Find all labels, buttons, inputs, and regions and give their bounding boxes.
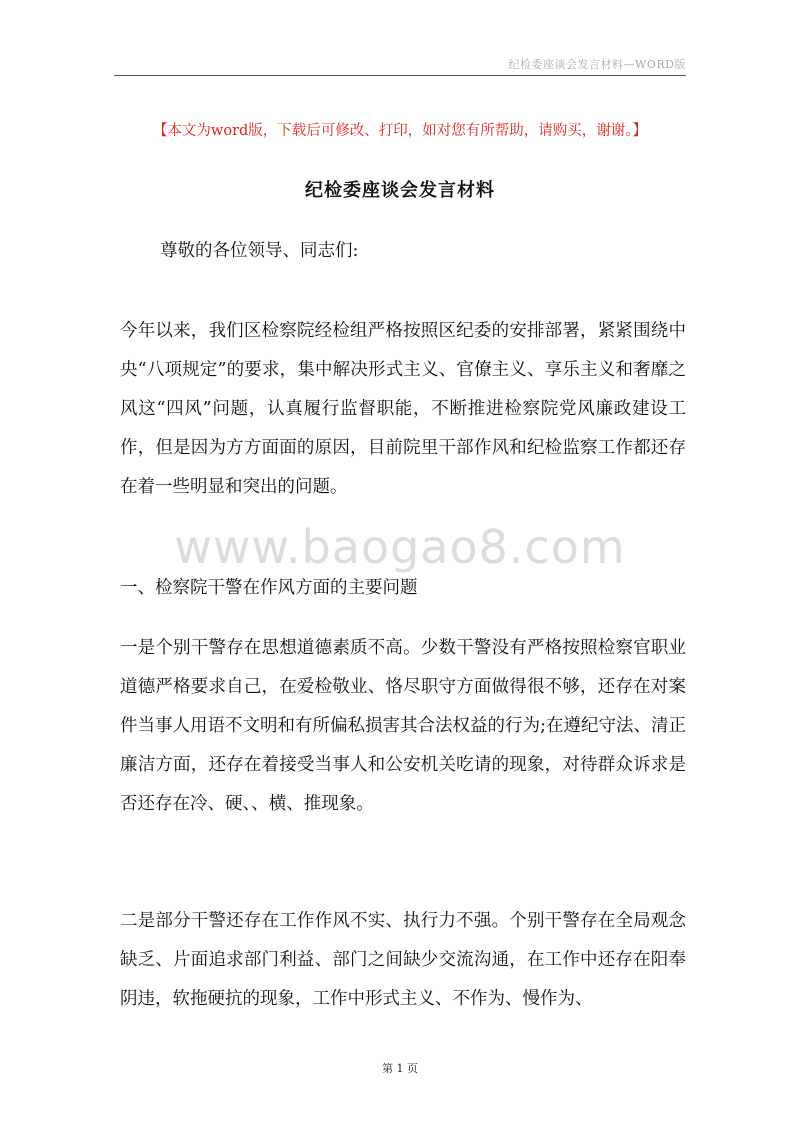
- header-divider: [114, 75, 686, 76]
- section-heading-1: 一、检察院干警在作风方面的主要问题: [120, 578, 418, 598]
- running-header: 纪检委座谈会发言材料—WORD版: [508, 58, 686, 71]
- greeting: 尊敬的各位领导、同志们:: [160, 241, 359, 261]
- document-title: 纪检委座谈会发言材料: [305, 180, 495, 201]
- paragraph-problem-2: 二是部分干警还存在工作作风不实、执行力不强。个别干警存在全局观念缺乏、片面追求部门利益、部门之间缺少交流沟通，在工作中还存在阳奉阴违，软拖硬抗的现象，工作中形式主义、不作为、慢作为、: [120, 911, 686, 1009]
- watermark: www.baogao8.com: [174, 520, 626, 574]
- paragraph-problem-1: 一是个别干警存在思想道德素质不高。少数干警没有严格按照检察官职业道德严格要求自己，在爱检敬业、恪尽职守方面做得很不够，还存在对案件当事人用语不文明和有所偏私损害其合法权益的行为;在遵纪守法、清正廉洁方面，还存在着接受当事人和公安机关吃请的现象，对待群众诉求是否还存在冷、硬、、横、推现象。: [120, 638, 686, 814]
- page-number: 第 1 页: [382, 1062, 418, 1075]
- download-notice: 【本文为word版，下载后可修改、打印，如对您有所帮助，请购买，谢谢。】: [152, 123, 648, 139]
- paragraph-intro: 今年以来，我们区检察院经检组严格按照区纪委的安排部署，紧紧围绕中央“八项规定”的要求，集中解决形式主义、官僚主义、享乐主义和奢靡之风这“四风”问题，认真履行监督职能，不断推进检察院党风廉政建设工作，但是因为方方面面的原因，目前院里干部作风和纪检监察工作都还存在着一些明显和突出的问题。: [120, 321, 686, 497]
